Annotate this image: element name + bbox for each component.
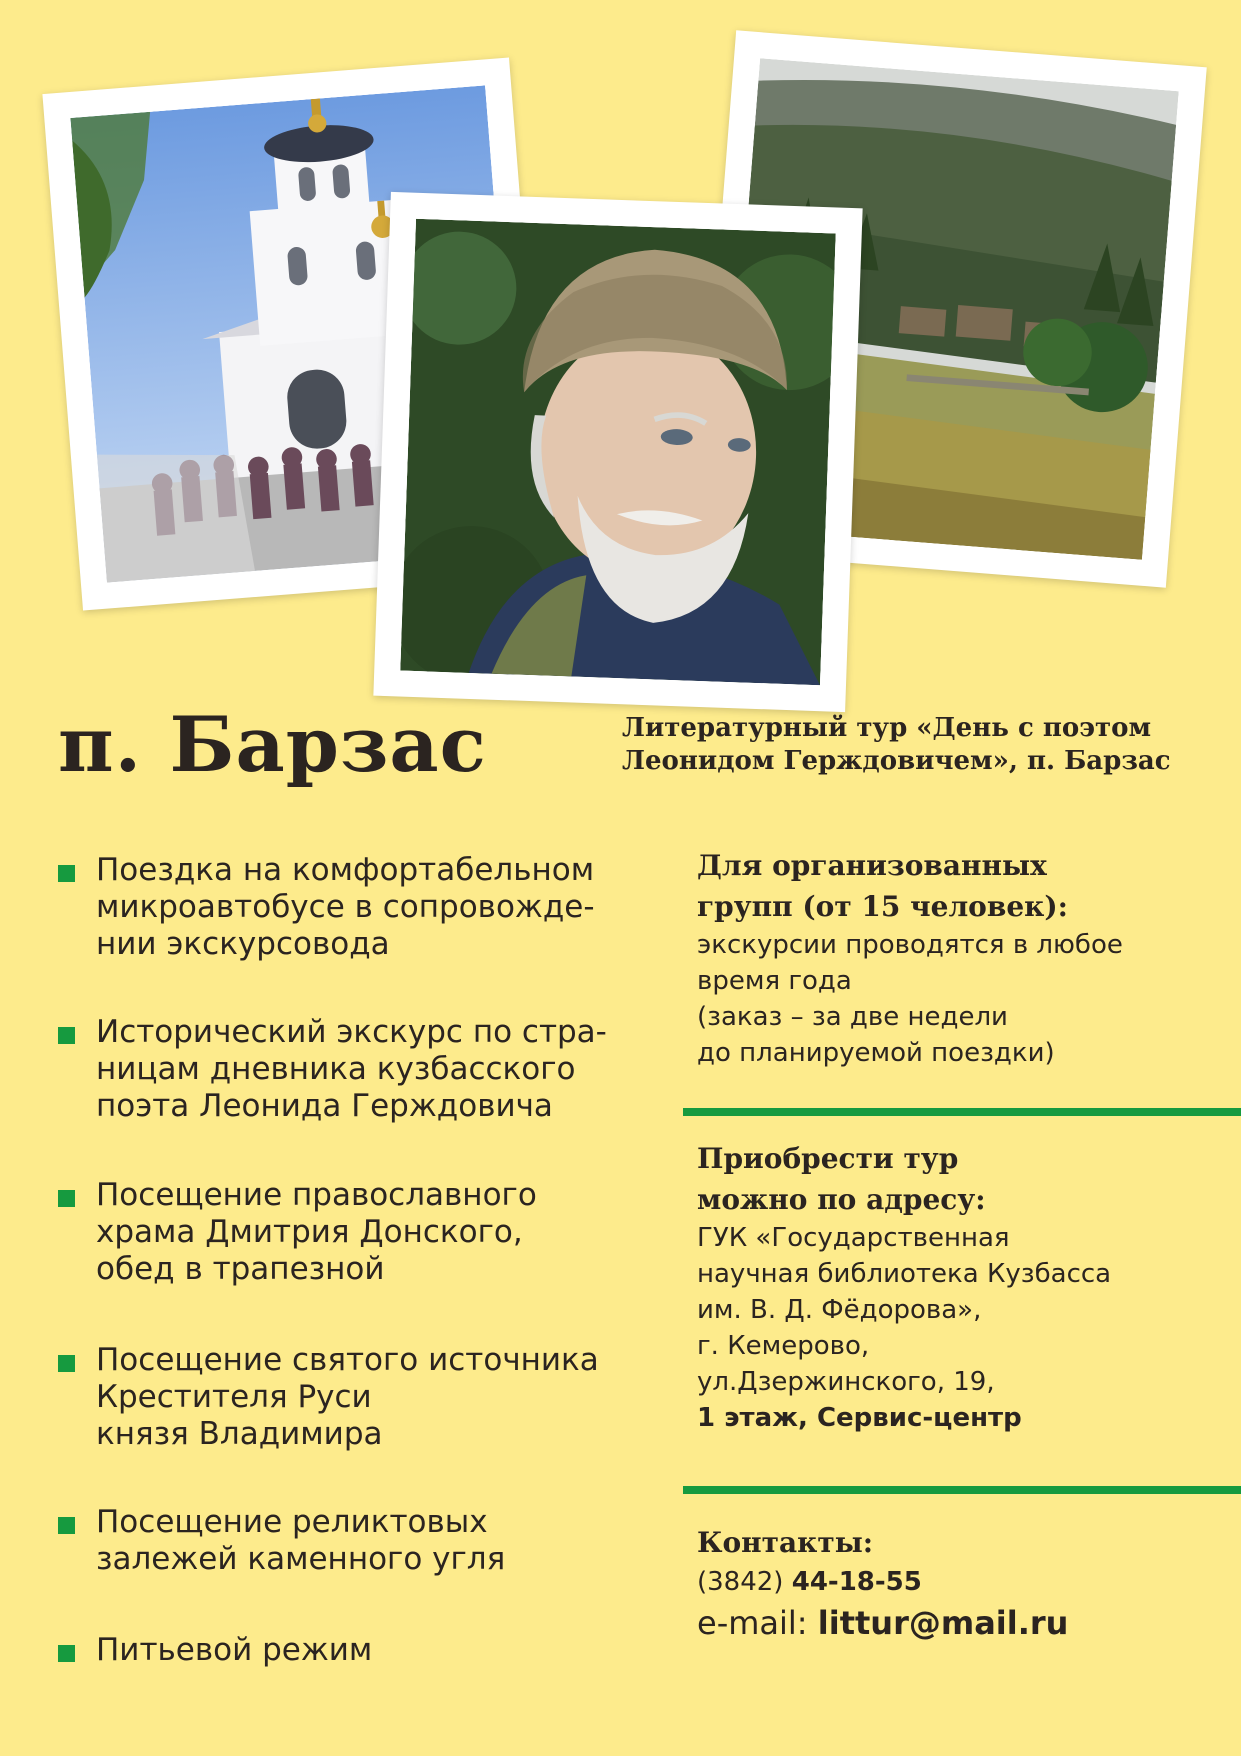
divider: [683, 1486, 1241, 1494]
contacts-info: [697, 1522, 1217, 1645]
list-item: [58, 1177, 618, 1288]
list-item: [58, 1014, 618, 1125]
bullet-square-icon: [58, 1190, 75, 1207]
email-link[interactable]: littur@mail.ru: [817, 1604, 1069, 1642]
phone-code: (3842): [697, 1567, 784, 1597]
email-label: e-mail:: [697, 1604, 808, 1642]
divider: [683, 1108, 1241, 1116]
poet-portrait-image: [400, 219, 836, 685]
list-item: [58, 1504, 618, 1578]
feature-text: Посещение святого источника Крестителя Руси князя Владимира: [96, 1342, 599, 1452]
purchase-location: 1 этаж, Сервис-центр: [697, 1403, 1022, 1433]
poet-portrait-photo: [373, 192, 862, 712]
email-line: [697, 1601, 1217, 1645]
page-title: п. Барзас: [58, 700, 487, 789]
feature-text: Поездка на комфортабельном микроавтобусе в сопровожде- нии экскурсовода: [96, 852, 595, 962]
feature-text: Посещение реликтовых залежей каменного угля: [96, 1504, 506, 1577]
bullet-square-icon: [58, 1517, 75, 1534]
list-item: [58, 1342, 618, 1453]
contacts-heading: Контакты:: [697, 1526, 874, 1559]
feature-text: Исторический экскурс по стра- ницам дневника кузбасского поэта Леонида Герждовича: [96, 1014, 607, 1124]
feature-text: Посещение православного храма Дмитрия Донского, обед в трапезной: [96, 1177, 537, 1287]
phone-number[interactable]: 44-18-55: [791, 1567, 922, 1597]
groups-body: экскурсии проводятся в любое время года (заказ – за две недели до планируемой поездки): [697, 930, 1123, 1068]
bullet-square-icon: [58, 1027, 75, 1044]
phone-line: [697, 1563, 1217, 1601]
groups-heading: Для организованных групп (от 15 человек):: [697, 849, 1068, 923]
bullet-square-icon: [58, 865, 75, 882]
purchase-heading: Приобрести тур можно по адресу:: [697, 1142, 986, 1216]
groups-info: [697, 845, 1217, 1071]
bullet-square-icon: [58, 1645, 75, 1662]
tour-subtitle: Литературный тур «День с поэтом Леонидом Герждовичем», п. Барзас: [622, 713, 1171, 776]
purchase-info: [697, 1138, 1217, 1436]
feature-text: Питьевой режим: [96, 1632, 373, 1668]
bullet-square-icon: [58, 1355, 75, 1372]
purchase-address: ГУК «Государственная научная библиотека Кузбасса им. В. Д. Фёдорова», г. Кемерово, ул.Дзержинского, 19,: [697, 1223, 1112, 1397]
list-item: [58, 852, 618, 963]
list-item: [58, 1632, 618, 1669]
